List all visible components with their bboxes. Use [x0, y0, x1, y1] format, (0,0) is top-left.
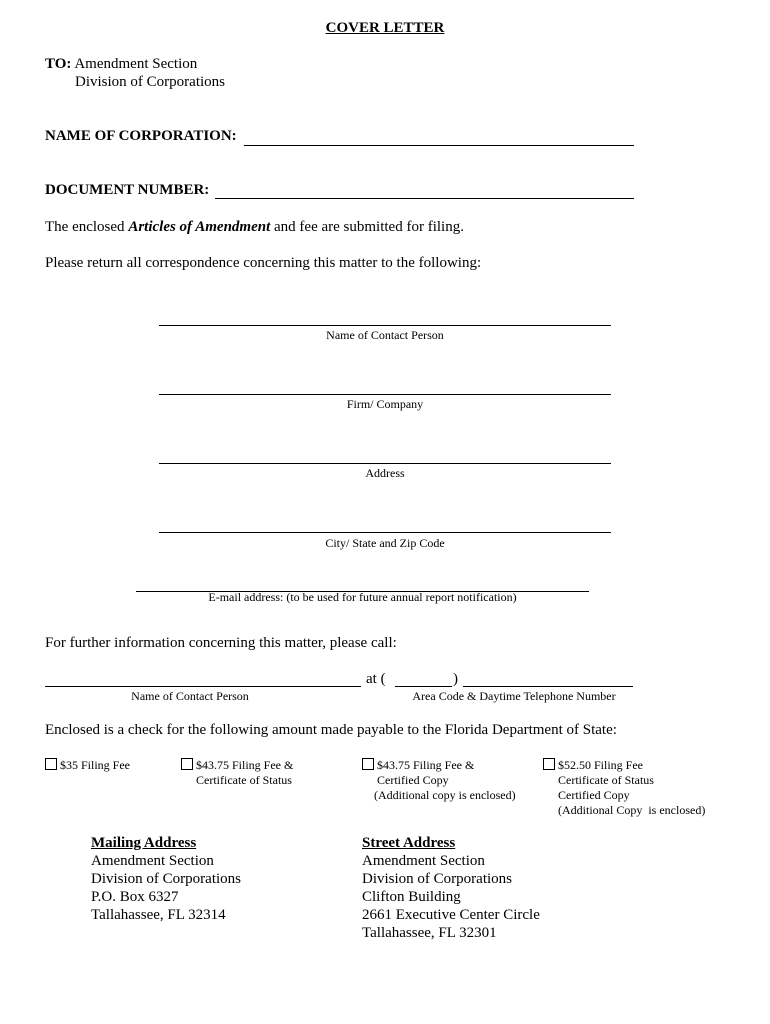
name-of-corporation-label: NAME OF CORPORATION: [45, 128, 237, 144]
fee-checkbox[interactable] [181, 758, 193, 770]
telephone-field[interactable] [463, 686, 633, 687]
city-state-zip-field[interactable] [159, 532, 611, 533]
address-caption: Address [365, 466, 405, 480]
document-number-field[interactable] [215, 198, 634, 199]
fee-line: $43.75 Filing Fee & [377, 758, 475, 772]
check-statement: Enclosed is a check for the following amount made payable to the Florida Department of State: [45, 722, 617, 738]
mailing-address-heading: Mailing Address [91, 835, 197, 851]
fee-option-52-50[interactable] [543, 758, 705, 818]
fee-option-43-75-certificate[interactable] [181, 758, 293, 788]
fee-line: $52.50 Filing Fee [558, 758, 644, 772]
fee-line: $43.75 Filing Fee & [196, 758, 294, 772]
fee-checkbox[interactable] [362, 758, 374, 770]
contact-name-field[interactable] [159, 325, 611, 326]
firm-company-caption: Firm/ Company [346, 397, 424, 411]
phone-caption: Area Code & Daytime Telephone Number [412, 689, 616, 703]
to-line1: Amendment Section [74, 56, 198, 72]
phone-close-paren: ) [453, 671, 458, 687]
street-address-line: Clifton Building [362, 889, 461, 905]
street-address-line: Amendment Section [362, 853, 485, 869]
contact-name-caption: Name of Contact Person [326, 328, 444, 342]
further-info-text: For further information concerning this matter, please call: [45, 635, 397, 651]
street-address-line: 2661 Executive Center Circle [362, 907, 540, 923]
call-contact-name-field[interactable] [45, 686, 361, 687]
document-number-label: DOCUMENT NUMBER: [45, 182, 210, 198]
fee-line: (Additional Copy is enclosed) [558, 803, 706, 817]
mailing-address-line: Division of Corporations [91, 871, 241, 887]
fee-line: Certificate of Status [196, 773, 292, 787]
to-line2: Division of Corporations [75, 74, 225, 90]
area-code-field[interactable] [395, 686, 452, 687]
street-address-block [362, 834, 540, 942]
page-title: COVER LETTER [325, 20, 445, 36]
fee-line: $35 Filing Fee [60, 758, 131, 772]
name-of-corporation-field[interactable] [244, 145, 634, 146]
phone-at-label: at ( [366, 671, 386, 687]
street-address-line: Tallahassee, FL 32301 [362, 925, 497, 941]
mailing-address-block [91, 834, 241, 924]
city-state-zip-caption: City/ State and Zip Code [325, 536, 445, 550]
street-address-line: Division of Corporations [362, 871, 512, 887]
address-field[interactable] [159, 463, 611, 464]
to-label: TO: [45, 56, 72, 72]
firm-company-field[interactable] [159, 394, 611, 395]
call-contact-name-caption: Name of Contact Person [131, 689, 249, 703]
street-address-heading: Street Address [362, 835, 456, 851]
fee-checkbox[interactable] [45, 758, 57, 770]
mailing-address-line: Amendment Section [91, 853, 214, 869]
enclosed-emphasis: Articles of Amendment [128, 219, 271, 235]
fee-line: Certificate of Status [558, 773, 654, 787]
email-caption: E-mail address: (to be used for future annual report notification) [208, 590, 517, 604]
fee-line: Certified Copy [377, 773, 449, 787]
fee-line: (Additional copy is enclosed) [374, 788, 516, 802]
enclosed-statement [45, 219, 464, 236]
mailing-address-line: Tallahassee, FL 32314 [91, 907, 226, 923]
fee-option-35[interactable] [45, 758, 130, 773]
enclosed-prefix: The enclosed [45, 219, 129, 235]
mailing-address-line: P.O. Box 6327 [91, 889, 179, 905]
enclosed-suffix: and fee are submitted for filing. [270, 219, 464, 235]
return-instruction: Please return all correspondence concerning this matter to the following: [45, 255, 482, 271]
fee-checkbox[interactable] [543, 758, 555, 770]
to-block [45, 56, 197, 73]
fee-line: Certified Copy [558, 788, 630, 802]
fee-option-43-75-copy[interactable] [362, 758, 516, 803]
